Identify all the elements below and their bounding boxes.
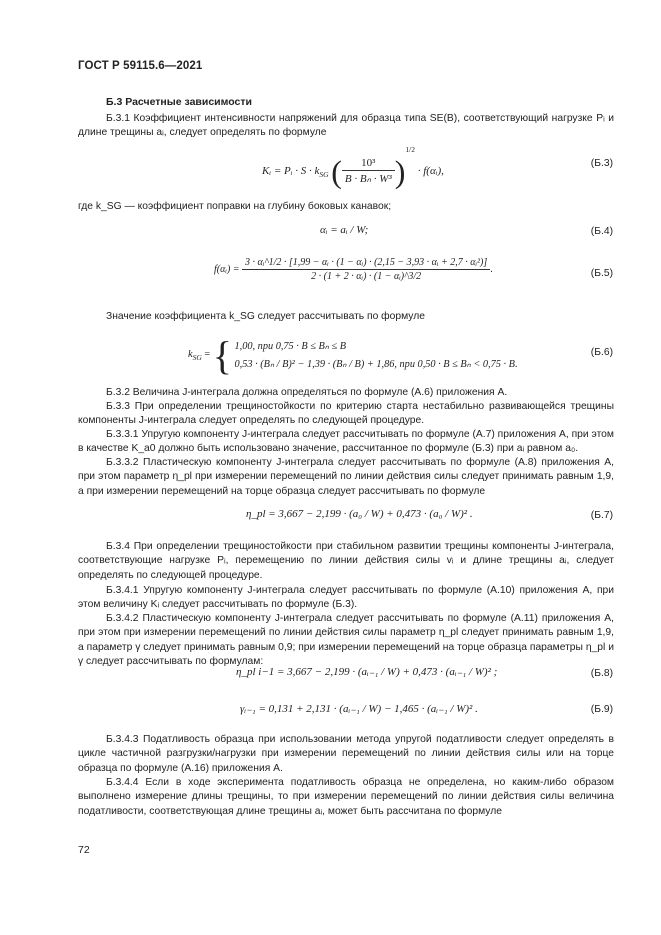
paragraph-b343: Б.3.4.3 Податливость образца при использовании метода упругой податливости следует определять в цикле частичной разгрузки/нагрузки при измерении перемещений по линии действия силы или на торце образца по формуле (А.16) приложения А. — [78, 734, 614, 774]
formula-b5: f(αᵢ) = 3 · αᵢ^1/2 · [1,99 − αᵢ · (1 − αᵢ) · (2,15 − 3,93 · αᵢ + 2,7 · αᵢ²)] 2 · (1 + 2 · αᵢ) · (1 − αᵢ)^3/2 . — [214, 257, 493, 282]
paragraph-b33: Б.3.3 При определении трещиностойкости по критерию старта нестабильно развивающейся трещины компоненты J-интеграла следует определять по следующей процедуре. — [78, 401, 614, 427]
equation-number-b8: (Б.8) — [590, 668, 613, 679]
paragraph-b32: Б.3.2 Величина J-интеграла должна определяться по формуле (А.6) приложения А. — [106, 387, 508, 398]
paragraph-b341: Б.3.4.1 Упругую компоненту J-интеграла следует рассчитывать по формуле (А.10) приложения А, при этом величину Kᵢ следует рассчитывать по формуле (Б.3). — [78, 585, 614, 611]
paragraph-b34: Б.3.4 При определении трещиностойкости при стабильном развитии трещины компоненты J-интеграла, соответствующие нагрузке Pᵢ, перемещению по линии действия силы vᵢ и длине трещины aᵢ, следует определять по следующей процедуре. — [78, 541, 614, 581]
paragraph-b344: Б.3.4.4 Если в ходе эксперимента податливость образца не определена, но каким-либо образом выполнено измерение длины трещины, то при измерении перемещений по линии действия силы величина податливости, соответствующая длине трещины aᵢ, может быть рассчитана по формуле — [78, 777, 614, 817]
document-header: ГОСТ Р 59115.6—2021 — [78, 60, 203, 72]
equation-number-b3: (Б.3) — [590, 158, 613, 169]
equation-number-b7: (Б.7) — [590, 510, 613, 521]
equation-number-b6: (Б.6) — [590, 347, 613, 358]
paragraph-ksg-formula-intro: Значение коэффициента k_SG следует рассчитывать по формуле — [106, 311, 425, 322]
paragraph-ksg-def: где k_SG — коэффициент поправки на глубину боковых канавок; — [78, 201, 392, 212]
formula-b4: αᵢ = aᵢ / W; — [320, 224, 369, 236]
equation-number-b4: (Б.4) — [590, 226, 613, 237]
paragraph-b31: Б.3.1 Коэффициент интенсивности напряжений для образца типа SE(B), соответствующий нагрузке Pᵢ и длине трещины aᵢ, следует определять по формуле — [78, 113, 614, 139]
formula-b7: η_pl = 3,667 − 2,199 · (a₀ / W) + 0,473 · (a₀ / W)² . — [246, 508, 473, 520]
formula-b6: $k_{SG}$ = { 1,00, при 0,75 · B ≤ Bₙ ≤ B 0,53 · (Bₙ / B)² − 1,39 · (Bₙ / B) + 1,86, при 0,50 · B ≤ Bₙ < 0,75 · B. — [188, 333, 518, 378]
paragraph-b342: Б.3.4.2 Пластическую компоненту J-интеграла следует рассчитывать по формуле (А.11) приложения А, при этом при измерении перемещений по линии действия силы параметр η_pl следует принимать равным 1,9, а параметр γ следует принимать равным 0,9; при измерении перемещений на торце образца параметры η_pl и γ следует рассчитывать по формулам: — [78, 613, 614, 667]
paragraph-b331: Б.3.3.1 Упругую компоненту J-интеграла следует рассчитывать по формуле (А.7) приложения А, при этом в качестве K_a0 должно быть использовано значение, рассчитанное по формуле (Б.3) при aᵢ равном a₀. — [78, 429, 614, 455]
section-title: Б.3 Расчетные зависимости — [106, 96, 252, 108]
formula-b9: γᵢ₋₁ = 0,131 + 2,131 · (aᵢ₋₁ / W) − 1,465 · (aᵢ₋₁ / W)² . — [240, 703, 478, 715]
paragraph-b332: Б.3.3.2 Пластическую компоненту J-интеграла следует рассчитывать по формуле (А.8) приложения А, при этом параметр η_pl при измерении перемещений по линии действия силы следует принимать равным 1,9, а при измерении перемещений на торце образца следует рассчитывать по формуле — [78, 457, 614, 497]
equation-number-b5: (Б.5) — [590, 268, 613, 279]
equation-number-b9: (Б.9) — [590, 704, 613, 715]
page-number: 72 — [78, 844, 90, 856]
formula-b3: Kᵢ = Pᵢ · $S \cdot k_{SG}$ ( $\frac{\text{10³}}{\text{B · Bₙ · W³}}$ )$^{1/2}$ · f(αᵢ), — [262, 145, 444, 190]
formula-b8: η_pl i−1 = 3,667 − 2,199 · (aᵢ₋₁ / W) + 0,473 · (aᵢ₋₁ / W)² ; — [236, 666, 498, 678]
